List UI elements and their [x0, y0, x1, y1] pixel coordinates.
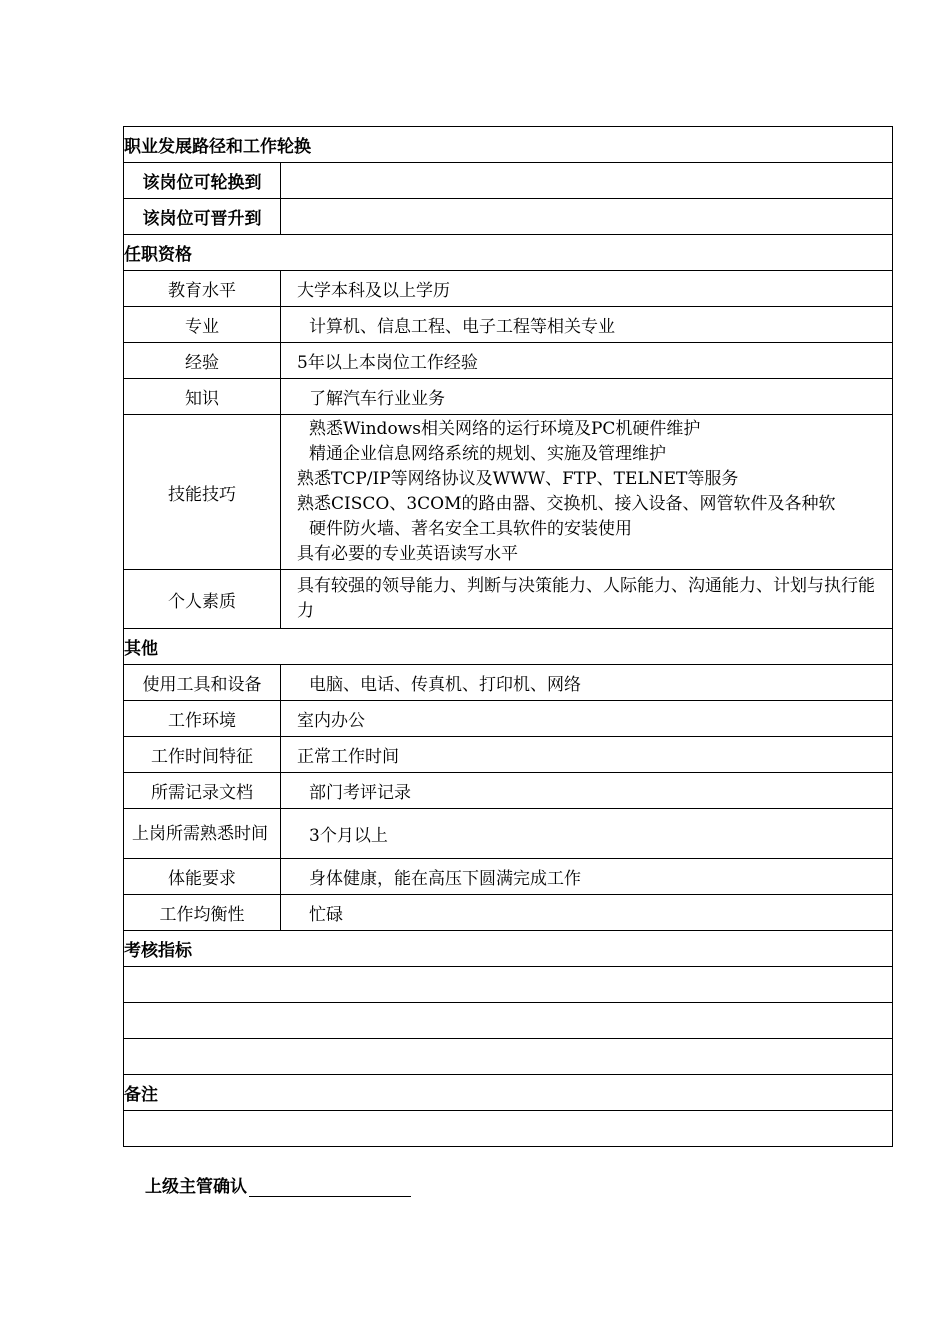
- signature-line[interactable]: [249, 1176, 411, 1197]
- row-familiar-time: [124, 809, 893, 859]
- value-major: 计算机、信息工程、电子工程等相关专业: [281, 307, 893, 343]
- job-description-table: [123, 126, 893, 1147]
- kpi-row: [124, 1039, 893, 1075]
- section-header-other: 其他: [124, 629, 893, 665]
- row-rotate: [124, 163, 893, 199]
- kpi-cell[interactable]: [124, 1003, 893, 1039]
- kpi-cell[interactable]: [124, 1039, 893, 1075]
- value-promote[interactable]: [281, 199, 893, 235]
- skill-line: 熟悉CISCO、3COM的路由器、交换机、接入设备、网管软件及各种软: [297, 494, 836, 514]
- row-environment: [124, 701, 893, 737]
- value-environment: 室内办公: [281, 701, 893, 737]
- row-experience: [124, 343, 893, 379]
- label-knowledge: 知识: [124, 379, 281, 415]
- value-familiar-time: 3个月以上: [281, 809, 893, 859]
- row-major: [124, 307, 893, 343]
- value-records: 部门考评记录: [281, 773, 893, 809]
- value-skills: [281, 415, 893, 570]
- label-records: 所需记录文档: [124, 773, 281, 809]
- label-physical: 体能要求: [124, 859, 281, 895]
- row-personal: [124, 570, 893, 629]
- label-promote: 该岗位可晋升到: [124, 199, 281, 235]
- label-tools: 使用工具和设备: [124, 665, 281, 701]
- value-personal: 具有较强的领导能力、判断与决策能力、人际能力、沟通能力、计划与执行能力: [281, 570, 893, 629]
- section-header-qualifications: 任职资格: [124, 235, 893, 271]
- label-work-time: 工作时间特征: [124, 737, 281, 773]
- skill-line: 熟悉TCP/IP等网络协议及WWW、FTP、TELNET等服务: [297, 469, 739, 489]
- value-physical: 身体健康，能在高压下圆满完成工作: [281, 859, 893, 895]
- row-tools: [124, 665, 893, 701]
- value-tools: 电脑、电话、传真机、打印机、网络: [281, 665, 893, 701]
- label-experience: 经验: [124, 343, 281, 379]
- section-qualifications: [124, 235, 893, 271]
- row-education: [124, 271, 893, 307]
- value-balance: 忙碌: [281, 895, 893, 931]
- label-major: 专业: [124, 307, 281, 343]
- section-remarks: [124, 1075, 893, 1111]
- label-balance: 工作均衡性: [124, 895, 281, 931]
- remarks-row: [124, 1111, 893, 1147]
- skill-line: 硬件防火墙、著名安全工具软件的安装使用: [309, 519, 632, 539]
- row-skills: [124, 415, 893, 570]
- value-work-time: 正常工作时间: [281, 737, 893, 773]
- label-rotate: 该岗位可轮换到: [124, 163, 281, 199]
- label-personal: 个人素质: [124, 570, 281, 629]
- value-knowledge: 了解汽车行业业务: [281, 379, 893, 415]
- section-header-remarks: 备注: [124, 1075, 893, 1111]
- value-experience: 5年以上本岗位工作经验: [281, 343, 893, 379]
- section-header-kpi: 考核指标: [124, 931, 893, 967]
- skill-line: 熟悉Windows相关网络的运行环境及PC机硬件维护: [309, 419, 701, 439]
- label-familiar-time: 上岗所需熟悉时间: [124, 809, 281, 859]
- kpi-row: [124, 1003, 893, 1039]
- skill-line: 精通企业信息网络系统的规划、实施及管理维护: [309, 444, 666, 464]
- section-other: [124, 629, 893, 665]
- signoff-label: 上级主管确认: [145, 1177, 247, 1197]
- kpi-cell[interactable]: [124, 967, 893, 1003]
- value-education: 大学本科及以上学历: [281, 271, 893, 307]
- value-rotate[interactable]: [281, 163, 893, 199]
- section-header-career: 职业发展路径和工作轮换: [124, 127, 893, 163]
- label-skills: 技能技巧: [124, 415, 281, 570]
- skill-line: 具有必要的专业英语读写水平: [297, 544, 518, 564]
- label-environment: 工作环境: [124, 701, 281, 737]
- row-work-time: [124, 737, 893, 773]
- kpi-row: [124, 967, 893, 1003]
- row-promote: [124, 199, 893, 235]
- supervisor-signoff: [145, 1172, 411, 1197]
- row-physical: [124, 859, 893, 895]
- section-career: [124, 127, 893, 163]
- remarks-cell[interactable]: [124, 1111, 893, 1147]
- row-balance: [124, 895, 893, 931]
- label-education: 教育水平: [124, 271, 281, 307]
- row-knowledge: [124, 379, 893, 415]
- section-kpi: [124, 931, 893, 967]
- row-records: [124, 773, 893, 809]
